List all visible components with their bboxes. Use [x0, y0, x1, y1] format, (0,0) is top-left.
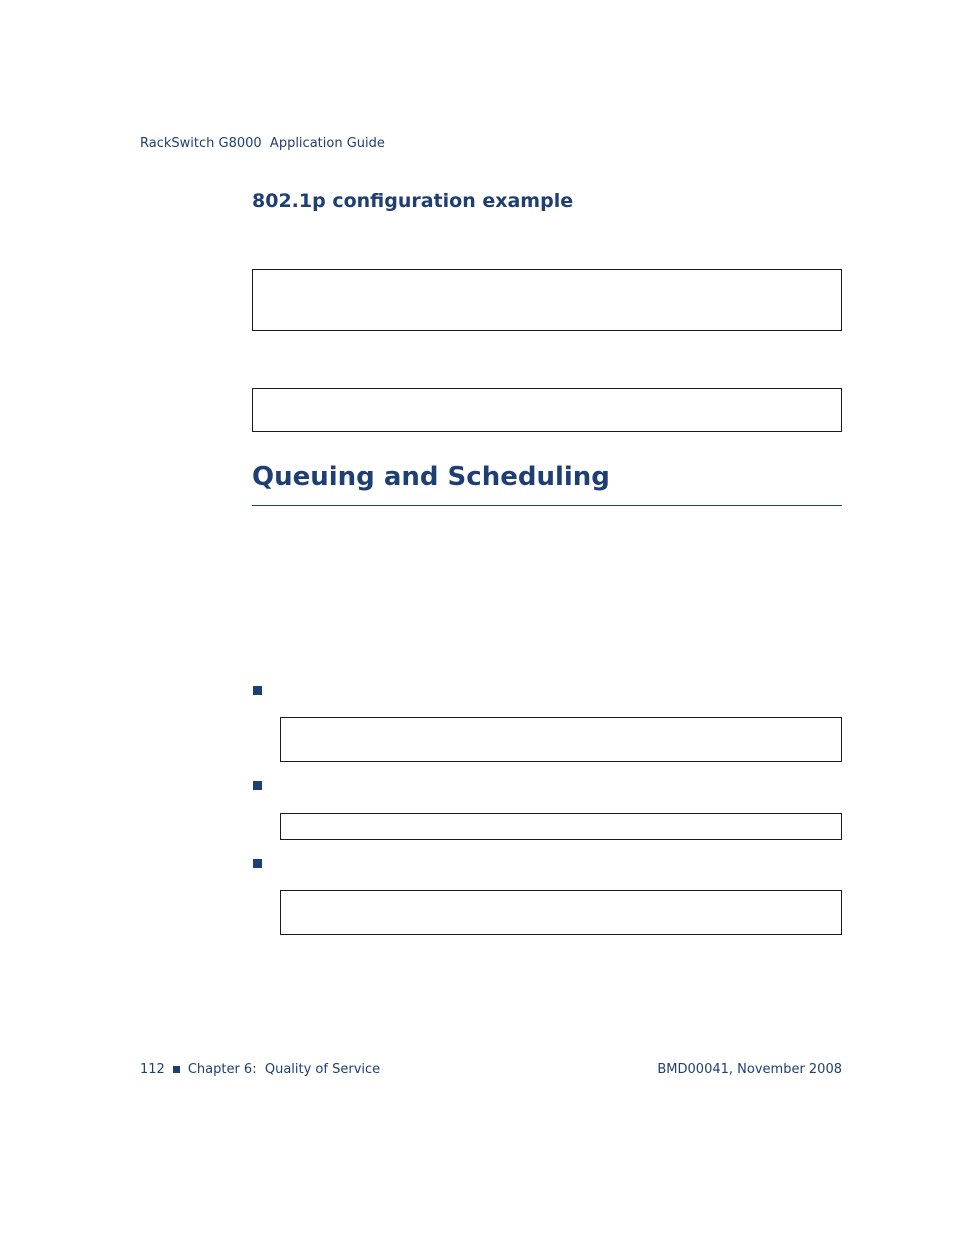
page-number: 112: [140, 1062, 165, 1077]
bullet-icon: [253, 686, 262, 695]
footer-left: [140, 1062, 380, 1077]
command-box-4: [280, 813, 842, 840]
section-title: Queuing and Scheduling: [252, 462, 610, 492]
bullet-icon: [253, 859, 262, 868]
section-rule: [252, 505, 842, 506]
square-separator-icon: [173, 1066, 180, 1073]
command-box-5: [280, 890, 842, 935]
footer-doc-id: BMD00041, November 2008: [657, 1062, 842, 1077]
bullet-icon: [253, 781, 262, 790]
footer-chapter: Chapter 6: Quality of Service: [187, 1062, 381, 1077]
command-box-1: [252, 269, 842, 331]
running-header: RackSwitch G8000 Application Guide: [140, 136, 385, 151]
command-box-2: [252, 388, 842, 432]
command-box-3: [280, 717, 842, 762]
subsection-title: 802.1p configuration example: [252, 190, 574, 212]
